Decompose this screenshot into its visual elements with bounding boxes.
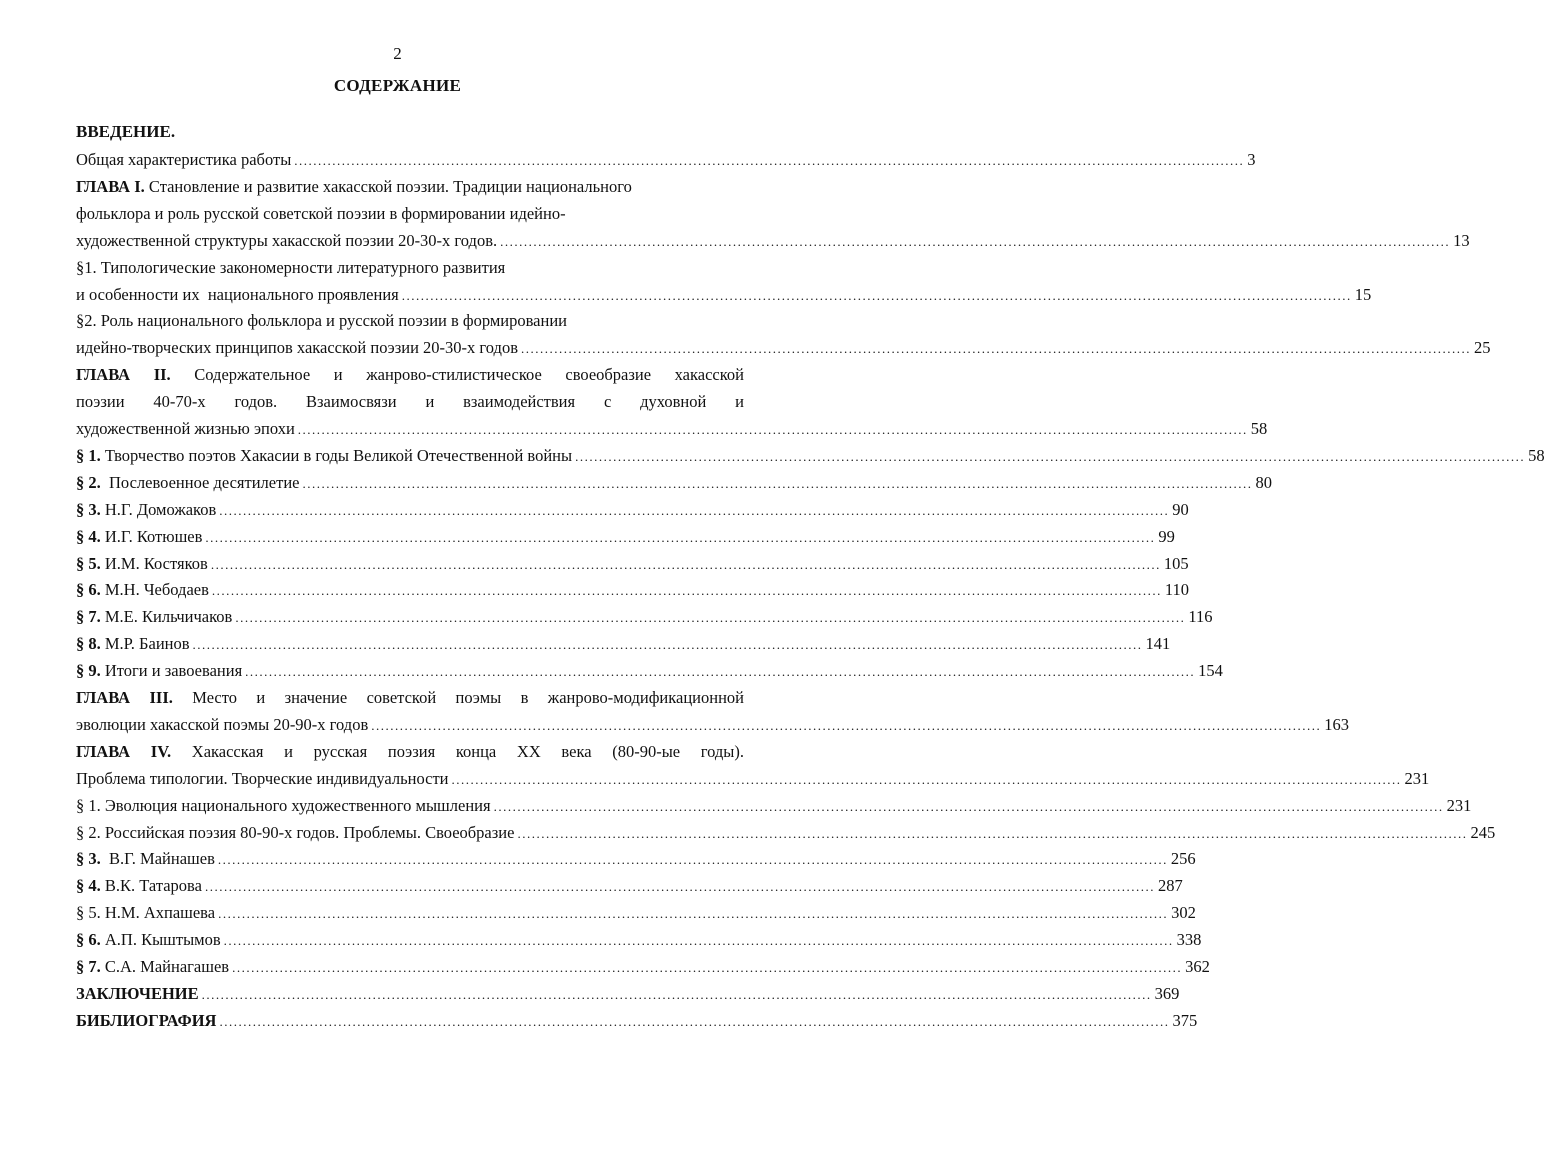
toc-line-label bbox=[76, 657, 242, 684]
toc-line-bold: § 8. bbox=[76, 634, 101, 654]
toc-line bbox=[76, 845, 1196, 872]
toc-line-bold: § 4. bbox=[76, 526, 101, 546]
toc-leader-dots: ........................................................................................................................................................................................................ bbox=[192, 637, 1143, 653]
toc-line bbox=[76, 765, 1430, 792]
toc-page-number: 58 bbox=[1250, 419, 1268, 438]
toc-line bbox=[76, 334, 1491, 361]
toc-page-number: 375 bbox=[1172, 1010, 1198, 1030]
toc-line-label bbox=[76, 227, 497, 254]
toc-line-label bbox=[76, 469, 299, 496]
toc-line-label bbox=[76, 684, 744, 711]
toc-line bbox=[76, 307, 744, 334]
toc-page-number: 3 bbox=[1247, 150, 1256, 169]
toc-line-label bbox=[76, 738, 744, 765]
toc-page-number: 231 bbox=[1446, 795, 1472, 815]
toc-line-label bbox=[76, 146, 291, 173]
toc-line-bold: БИБЛИОГРАФИЯ bbox=[76, 1010, 217, 1030]
toc-line-text: Хакасская и русская поэзия конца XX века (80-90-ые годы). bbox=[171, 741, 744, 761]
toc-line bbox=[76, 576, 1190, 603]
toc-line-label bbox=[76, 711, 368, 738]
toc-line-text: §1. Типологические закономерности литературного развития bbox=[76, 257, 506, 277]
toc-line-text: Общая характеристика работы bbox=[76, 150, 292, 169]
toc-page-number: 116 bbox=[1188, 607, 1213, 627]
toc-line-label bbox=[76, 550, 208, 577]
toc-line-label bbox=[76, 204, 566, 223]
toc-line-text: А.П. Кыштымов bbox=[100, 930, 221, 950]
toc-line-text: М.Р. Баинов bbox=[100, 634, 190, 654]
toc-page-number: 338 bbox=[1176, 930, 1202, 950]
toc-page-number: 287 bbox=[1157, 876, 1183, 896]
toc-page-number: 15 bbox=[1354, 284, 1372, 304]
toc-line-bold: ГЛАВА I. bbox=[76, 176, 145, 196]
toc-line bbox=[76, 523, 1175, 550]
toc-line bbox=[76, 550, 1189, 577]
toc-line-label bbox=[76, 630, 190, 657]
toc-line-label bbox=[76, 899, 215, 926]
toc-leader-dots: ........................................................................................................................................................................................................ bbox=[302, 475, 1253, 491]
toc-line-bold: ГЛАВА III. bbox=[76, 688, 173, 707]
toc-line-text: §2. Роль национального фольклора и русской поэзии в формировании bbox=[76, 311, 567, 331]
toc-leader-dots: ........................................................................................................................................................................................................ bbox=[575, 448, 1526, 464]
toc-line-label bbox=[76, 311, 567, 330]
toc-page-number: 302 bbox=[1171, 903, 1196, 923]
toc-line bbox=[76, 469, 1272, 496]
toc-line-bold: ГЛАВА IV. bbox=[76, 741, 172, 761]
toc-leader-dots: ........................................................................................................................................................................................................ bbox=[451, 771, 1402, 787]
toc-line-label bbox=[76, 980, 199, 1007]
toc-page-number: 80 bbox=[1255, 472, 1272, 492]
toc-line-bold: § 5. bbox=[76, 553, 101, 573]
toc-line-bold: § 2. bbox=[76, 472, 101, 492]
toc-line bbox=[76, 173, 744, 200]
toc-line-label bbox=[76, 388, 744, 415]
toc-page-number: 99 bbox=[1158, 526, 1175, 546]
toc-leader-dots: ........................................................................................................................................................................................................ bbox=[517, 825, 1468, 841]
toc-line-label bbox=[76, 845, 215, 872]
toc-line-label bbox=[76, 765, 449, 792]
toc-line bbox=[76, 1007, 1198, 1034]
toc-line-bold: § 4. bbox=[76, 876, 101, 896]
page-number: 2 bbox=[393, 44, 402, 63]
toc-line-bold: § 9. bbox=[76, 661, 101, 681]
toc-line-text: Итоги и завоевания bbox=[100, 661, 243, 681]
toc-page-number: 231 bbox=[1404, 768, 1430, 788]
toc-line bbox=[76, 792, 1472, 819]
toc-leader-dots: ........................................................................................................................................................................................................ bbox=[371, 717, 1322, 733]
toc-leader-dots: ........................................................................................................................................................................................................ bbox=[297, 422, 1248, 437]
toc-line bbox=[76, 146, 1256, 173]
toc-line bbox=[76, 926, 1202, 953]
toc-line-bold: § 7. bbox=[76, 957, 101, 976]
toc-leader-dots: ........................................................................................................................................................................................................ bbox=[493, 798, 1444, 814]
toc-line-text: идейно-творческих принципов хакасской поэзии 20-30-х годов bbox=[76, 338, 518, 358]
toc-page-number: 25 bbox=[1473, 338, 1491, 358]
toc-leader-dots: ........................................................................................................................................................................................................ bbox=[211, 583, 1162, 599]
toc-line-label bbox=[76, 792, 491, 819]
toc-leader-dots: ........................................................................................................................................................................................................ bbox=[219, 502, 1170, 518]
toc-page-number: 141 bbox=[1145, 634, 1171, 654]
page-title: СОДЕРЖАНИЕ bbox=[333, 76, 462, 95]
toc-line bbox=[76, 603, 1213, 630]
toc-line bbox=[76, 200, 744, 227]
toc-page-number: 163 bbox=[1324, 714, 1349, 734]
toc-line bbox=[76, 872, 1183, 899]
toc-line-label bbox=[76, 523, 202, 550]
toc-leader-dots: ........................................................................................................................................................................................................ bbox=[205, 529, 1156, 545]
toc-line-text: фольклора и роль русской советской поэзии в формировании идейно- bbox=[76, 203, 566, 223]
toc-line-text: Место и значение советской поэмы в жанрово-модификационной bbox=[172, 688, 744, 707]
toc-line bbox=[76, 980, 1180, 1007]
toc-line bbox=[76, 711, 1349, 738]
toc-line-text: эволюции хакасской поэмы 20-90-х годов bbox=[76, 714, 369, 734]
toc-line bbox=[76, 442, 1545, 469]
toc-line bbox=[76, 953, 1210, 980]
toc-line-bold: ЗАКЛЮЧЕНИЕ bbox=[76, 983, 199, 1003]
toc-line-label bbox=[76, 334, 518, 361]
toc-leader-dots: ........................................................................................................................................................................................................ bbox=[294, 153, 1245, 168]
toc-page-number: 245 bbox=[1470, 822, 1496, 842]
toc-line-bold: § 1. bbox=[76, 445, 101, 465]
toc-line-label bbox=[76, 496, 216, 523]
toc-line-text: С.А. Майнагашев bbox=[100, 957, 230, 976]
toc-line-text: Проблема типологии. Творческие индивидуальности bbox=[76, 768, 449, 788]
toc-line-text: М.Н. Чебодаев bbox=[100, 580, 209, 600]
toc-line-bold: § 7. bbox=[76, 607, 101, 627]
toc-page-number: 362 bbox=[1185, 957, 1210, 976]
toc-line-label bbox=[76, 953, 229, 980]
toc-leader-dots: ........................................................................................................................................................................................................ bbox=[232, 960, 1183, 975]
toc-leader-dots: ........................................................................................................................................................................................................ bbox=[223, 933, 1174, 949]
toc-leader-dots: ........................................................................................................................................................................................................ bbox=[520, 341, 1471, 357]
toc-line bbox=[76, 361, 744, 388]
toc-line bbox=[76, 630, 1171, 657]
toc-line-label bbox=[76, 361, 744, 388]
intro-heading: ВВЕДЕНИЕ. bbox=[76, 122, 176, 141]
toc-page-number: 13 bbox=[1453, 230, 1470, 250]
toc-line-bold: ГЛАВА II. bbox=[76, 365, 171, 385]
toc-line-label bbox=[76, 442, 572, 469]
toc-line bbox=[76, 657, 1223, 684]
toc-line bbox=[76, 899, 1196, 926]
toc-leader-dots: ........................................................................................................................................................................................................ bbox=[245, 664, 1196, 680]
toc-leader-dots: ........................................................................................................................................................................................................ bbox=[217, 852, 1168, 868]
toc-line-text: § 2. Российская поэзия 80-90-х годов. Проблемы. Своеобразие bbox=[76, 822, 515, 842]
toc-page-number: 58 bbox=[1528, 445, 1545, 465]
toc-line bbox=[76, 684, 744, 711]
toc-leader-dots: ........................................................................................................................................................................................................ bbox=[235, 610, 1186, 626]
toc-line-text: М.Е. Кильчичаков bbox=[100, 607, 233, 627]
toc-line bbox=[76, 415, 1268, 442]
toc-line bbox=[76, 227, 1470, 254]
toc-leader-dots: ........................................................................................................................................................................................................ bbox=[204, 879, 1155, 895]
toc-line-label bbox=[76, 819, 514, 846]
toc-line-bold: § 6. bbox=[76, 930, 101, 950]
toc-line-text: и особенности их национального проявления bbox=[76, 284, 399, 304]
toc-line-text: § 5. Н.М. Ахпашева bbox=[76, 903, 216, 923]
toc-line bbox=[76, 254, 744, 281]
toc-page-number: 256 bbox=[1170, 849, 1196, 869]
toc-line-label bbox=[76, 281, 399, 308]
toc-line-text: поэзии 40-70-х годов. Взаимосвязи и взаимодействия с духовной и bbox=[76, 392, 744, 412]
toc-line-text: Становление и развитие хакасской поэзии. Традиции национального bbox=[144, 176, 632, 196]
toc-line-bold: § 6. bbox=[76, 580, 101, 600]
toc-line bbox=[76, 388, 744, 415]
toc-line-label bbox=[76, 926, 221, 953]
toc-line-text: Творчество поэтов Хакасии в годы Великой Отечественной войны bbox=[100, 445, 573, 465]
toc-page-number: 154 bbox=[1198, 661, 1223, 681]
toc-line-text: художественной жизнью эпохи bbox=[76, 419, 295, 438]
toc-line-text: Н.Г. Доможаков bbox=[100, 499, 217, 519]
toc-line-text: И.Г. Котюшев bbox=[100, 526, 203, 546]
toc-line-bold: § 3. bbox=[76, 499, 101, 519]
toc-line-label bbox=[76, 872, 202, 899]
toc-line bbox=[76, 496, 1189, 523]
toc-page-number: 369 bbox=[1154, 983, 1180, 1003]
toc-line-text: Содержательное и жанрово-стилистическое своеобразие хакасской bbox=[170, 365, 744, 385]
toc-leader-dots: ........................................................................................................................................................................................................ bbox=[401, 287, 1352, 303]
toc-line-label bbox=[76, 603, 232, 630]
toc-line-text: В.Г. Майнашев bbox=[100, 849, 215, 869]
toc-line-label bbox=[76, 415, 295, 442]
toc-line-text: И.М. Костяков bbox=[100, 553, 208, 573]
toc-line-text: художественной структуры хакасской поэзии 20-30-х годов. bbox=[76, 230, 498, 250]
toc-leader-dots: ........................................................................................................................................................................................................ bbox=[210, 556, 1161, 572]
toc-leader-dots: ........................................................................................................................................................................................................ bbox=[219, 1013, 1170, 1029]
toc-line-bold: § 3. bbox=[76, 849, 101, 869]
toc-leader-dots: ........................................................................................................................................................................................................ bbox=[500, 233, 1451, 249]
toc-line-label bbox=[76, 576, 209, 603]
toc-line bbox=[76, 738, 744, 765]
toc-page-number: 110 bbox=[1164, 580, 1190, 600]
toc-line-text: § 1. Эволюция национального художественного мышления bbox=[76, 795, 491, 815]
toc-line bbox=[76, 819, 1496, 846]
toc-line-label bbox=[76, 177, 632, 196]
toc-page-number: 105 bbox=[1163, 553, 1189, 573]
toc-line-label bbox=[76, 1007, 216, 1034]
toc-line-text: Послевоенное десятилетие bbox=[100, 472, 300, 492]
toc-leader-dots: ........................................................................................................................................................................................................ bbox=[201, 986, 1152, 1002]
toc-page-number: 90 bbox=[1172, 499, 1189, 519]
toc-leader-dots: ........................................................................................................................................................................................................ bbox=[218, 906, 1169, 922]
toc-line-text: В.К. Татарова bbox=[100, 876, 202, 896]
toc-line-label bbox=[76, 258, 505, 277]
toc-line bbox=[76, 281, 1372, 308]
